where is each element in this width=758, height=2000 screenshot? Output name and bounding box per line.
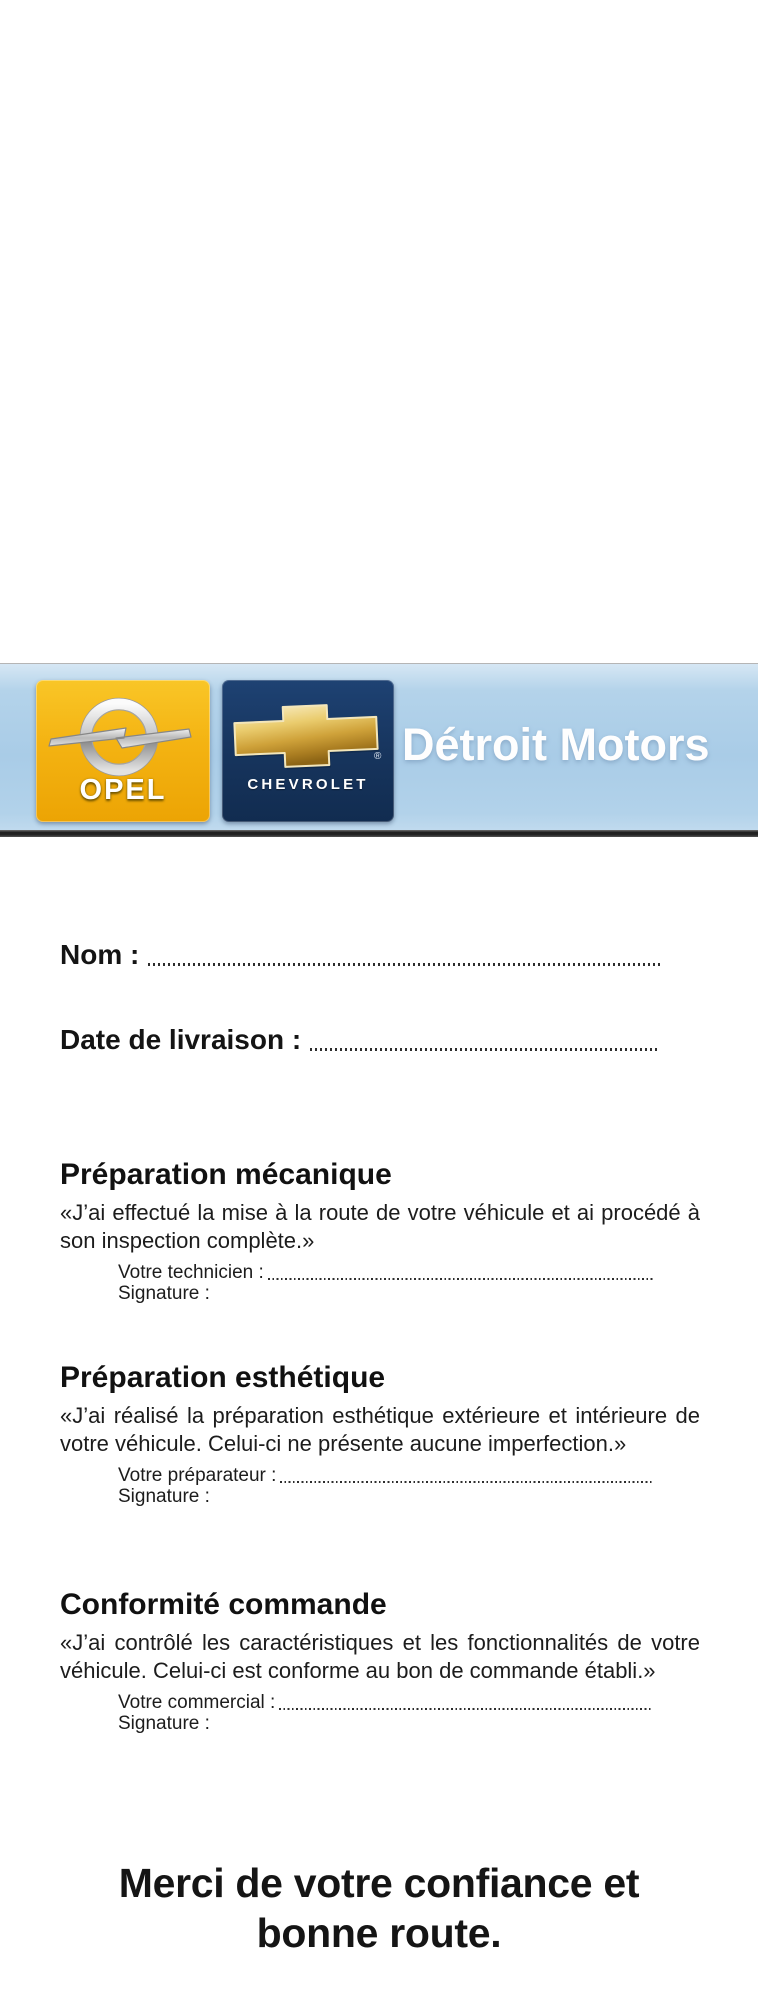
registered-trademark-symbol: ® bbox=[374, 751, 382, 762]
chevrolet-wordmark: CHEVROLET bbox=[247, 776, 369, 793]
section-conformite-commande bbox=[60, 1588, 700, 1734]
section-title: Préparation mécanique bbox=[60, 1158, 392, 1191]
preparateur-label: Votre préparateur : bbox=[118, 1465, 277, 1486]
opel-wordmark: OPEL bbox=[79, 774, 167, 806]
closing-line-2: bonne route. bbox=[256, 1910, 502, 1956]
name-fill-line[interactable] bbox=[148, 963, 660, 966]
closing-message bbox=[0, 1858, 758, 1958]
dealer-banner bbox=[0, 663, 758, 830]
chevrolet-logo bbox=[222, 680, 394, 822]
signature-label: Signature : bbox=[118, 1283, 210, 1304]
section-quote: «J’ai réalisé la préparation esthétique extérieure et intérieure de votre véhicule. Celui-ci ne présente aucune imperfection.» bbox=[60, 1403, 700, 1456]
name-label: Nom : bbox=[60, 939, 140, 970]
section-quote: «J’ai effectué la mise à la route de votre véhicule et ai procédé à son inspection complète.» bbox=[60, 1200, 700, 1253]
section-title: Conformité commande bbox=[60, 1588, 387, 1621]
delivery-date-field-row bbox=[60, 1026, 660, 1054]
dealer-name: Détroit Motors bbox=[402, 719, 710, 770]
delivery-date-fill-line[interactable] bbox=[310, 1048, 660, 1051]
technician-fill-line[interactable] bbox=[268, 1278, 653, 1281]
opel-logo bbox=[36, 680, 210, 822]
section-quote: «J’ai contrôlé les caractéristiques et les fonctionnalités de votre véhicule. Celui-ci est conforme au bon de commande établi.» bbox=[60, 1630, 700, 1683]
chevrolet-bowtie-icon bbox=[222, 680, 394, 822]
name-field-row bbox=[60, 941, 660, 969]
section-preparation-mecanique bbox=[60, 1158, 700, 1304]
commercial-fill-line[interactable] bbox=[279, 1708, 653, 1711]
staff-field-row bbox=[118, 1693, 653, 1713]
technician-label: Votre technicien : bbox=[118, 1262, 264, 1283]
section-title: Préparation esthétique bbox=[60, 1361, 386, 1394]
commercial-label: Votre commercial : bbox=[118, 1692, 276, 1713]
delivery-date-label: Date de livraison : bbox=[60, 1024, 302, 1055]
section-preparation-esthetique bbox=[60, 1361, 700, 1507]
preparateur-fill-line[interactable] bbox=[280, 1481, 653, 1484]
signature-label: Signature : bbox=[118, 1486, 210, 1507]
signature-label: Signature : bbox=[118, 1713, 210, 1734]
staff-field-row bbox=[118, 1466, 653, 1486]
staff-field-row bbox=[118, 1263, 653, 1283]
closing-line-1: Merci de votre confiance et bbox=[118, 1860, 640, 1906]
divider-bar bbox=[0, 830, 758, 837]
